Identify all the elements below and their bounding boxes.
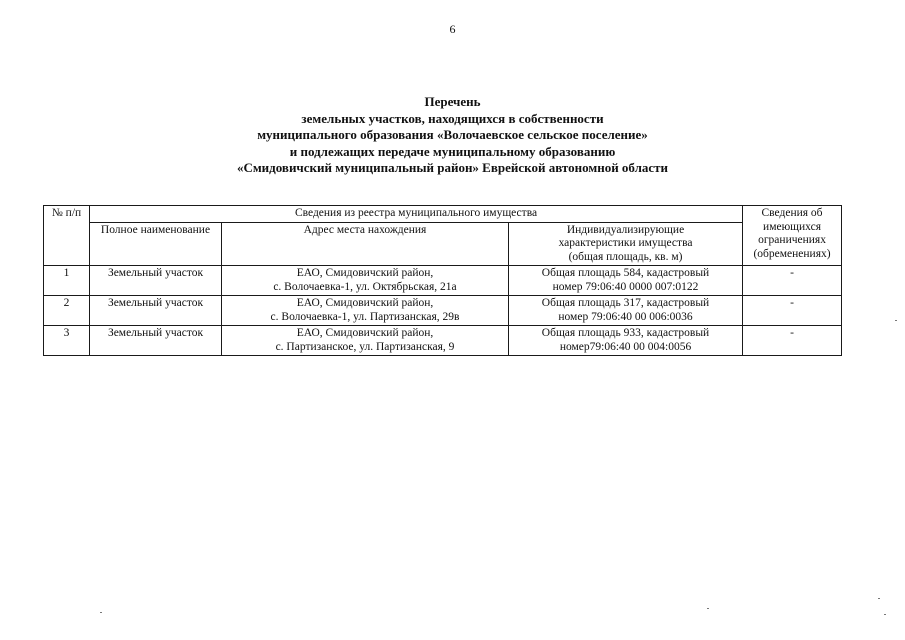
cell-number: 2 — [44, 296, 90, 326]
cell-restrictions: - — [743, 296, 842, 326]
column-header-name: Полное наименование — [90, 222, 222, 266]
scan-speck — [100, 612, 102, 613]
cell-characteristics: Общая площадь 317, кадастровый номер 79:06:40 00 006:0036 — [509, 296, 743, 326]
cell-address: ЕАО, Смидовичский район, с. Волочаевка-1, ул. Октябрьская, 21а — [222, 266, 509, 296]
cell-name: Земельный участок — [90, 326, 222, 356]
title-line: «Смидовичский муниципальный район» Еврейской автономной области — [236, 160, 669, 175]
cell-name: Земельный участок — [90, 266, 222, 296]
title-line: муниципального образования «Волочаевское сельское поселение» — [257, 127, 648, 142]
column-header-characteristics: Индивидуализирующие характеристики имущества (общая площадь, кв. м) — [509, 222, 743, 266]
cell-number: 1 — [44, 266, 90, 296]
land-plots-table — [43, 205, 842, 356]
table-row — [44, 326, 842, 356]
column-header-restrictions: Сведения об имеющихся ограничениях (обременениях) — [743, 206, 842, 266]
scan-speck — [884, 614, 886, 615]
cell-restrictions: - — [743, 266, 842, 296]
page-number: 6 — [449, 22, 456, 36]
cell-characteristics: Общая площадь 584, кадастровый номер 79:06:40 0000 007:0122 — [509, 266, 743, 296]
cell-restrictions: - — [743, 326, 842, 356]
column-header-address: Адрес места нахождения — [222, 222, 509, 266]
cell-address: ЕАО, Смидовичский район, с. Волочаевка-1, ул. Партизанская, 29в — [222, 296, 509, 326]
table-row — [44, 266, 842, 296]
column-group-header: Сведения из реестра муниципального имущества — [90, 206, 743, 223]
scan-speck — [707, 608, 709, 609]
table-row — [44, 296, 842, 326]
cell-name: Земельный участок — [90, 296, 222, 326]
title-line: земельных участков, находящихся в собственности — [301, 110, 604, 126]
scan-speck — [895, 320, 897, 321]
cell-characteristics: Общая площадь 933, кадастровый номер79:06:40 00 004:0056 — [509, 326, 743, 356]
scan-speck — [878, 598, 880, 599]
title-line: Перечень — [424, 94, 481, 109]
table-subheader-row — [44, 222, 842, 266]
column-header-number: № п/п — [44, 206, 90, 266]
document-title — [0, 94, 905, 177]
title-line: и подлежащих передаче муниципальному образованию — [289, 143, 616, 159]
cell-number: 3 — [44, 326, 90, 356]
cell-address: ЕАО, Смидовичский район, с. Партизанское, ул. Партизанская, 9 — [222, 326, 509, 356]
table-header-row — [44, 206, 842, 223]
